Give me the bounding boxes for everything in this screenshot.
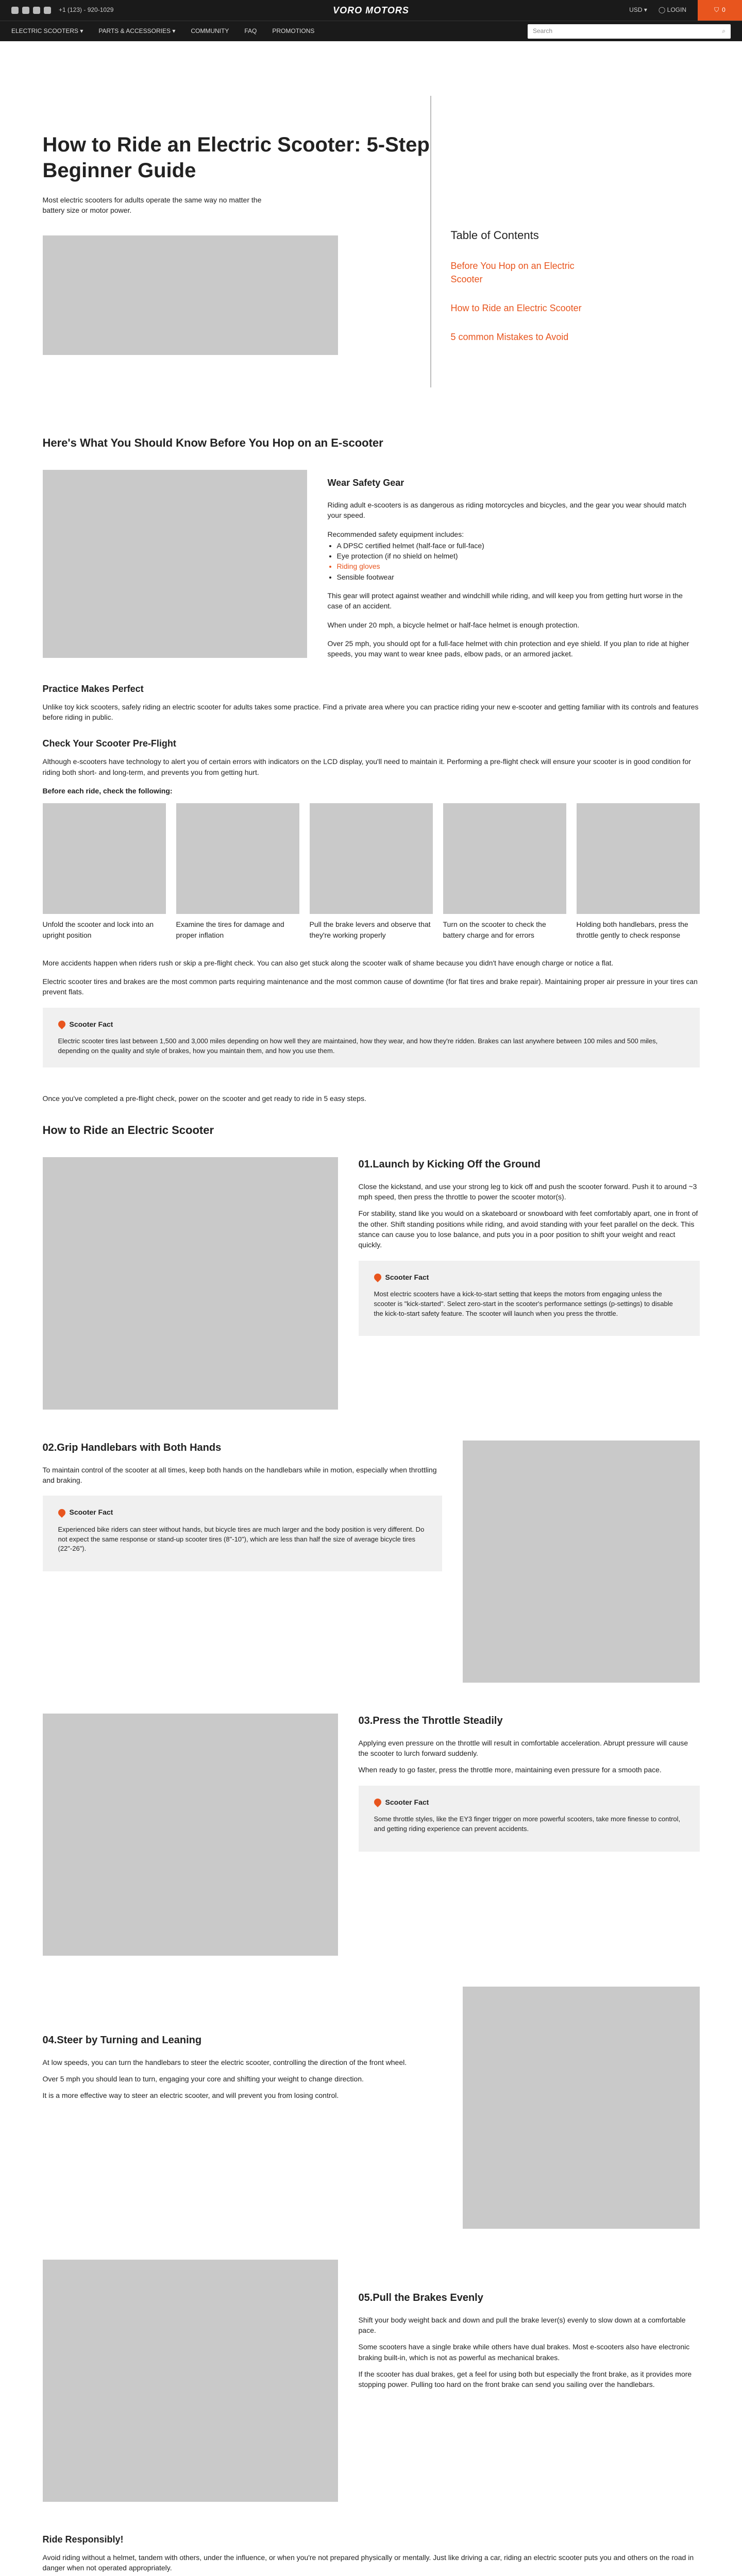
- step-title: 04.Steer by Turning and Leaning: [42, 2034, 202, 2046]
- fact-text: Most electric scooters have a kick-to-start setting that keeps the motors from engaging unless the scooter is "kick-started". Select zero-start in the scooter's performance settings (p-settings) to disable the kick-to-start safety feature. The scooter will launch when you press the throttle.: [374, 1290, 673, 1317]
- after-paragraph: More accidents happen when riders rush or skip a pre-flight check. You can also get stuck along the scooter walk of shame because you didn't have enough charge or notice a flat.: [42, 958, 614, 967]
- search-icon[interactable]: ⌕: [722, 27, 726, 35]
- cart-icon: ⛉: [714, 6, 719, 14]
- nav-item-label: ELECTRIC SCOOTERS: [11, 27, 79, 35]
- step-03: [43, 1714, 700, 1956]
- preflight-steps: [43, 803, 700, 940]
- hero-intro: Most electric scooters for adults operate the same way no matter the battery size or motor power.: [42, 196, 262, 215]
- currency-value: USD: [629, 6, 643, 14]
- search-placeholder: Search: [533, 27, 553, 35]
- step-caption: Turn on the scooter to check the battery charge and for errors: [443, 920, 546, 939]
- facebook-icon[interactable]: [11, 7, 19, 14]
- before-heading: Here's What You Should Know Before You Hop on an E-scooter: [42, 436, 383, 449]
- step-paragraph: Over 5 mph you should lean to turn, engaging your core and shifting your weight to change direction.: [42, 2075, 364, 2083]
- toc-link-before[interactable]: Before You Hop on an Electric Scooter: [450, 260, 575, 284]
- chevron-down-icon: ▾: [644, 6, 647, 14]
- scooter-fact: [359, 1261, 700, 1336]
- step-image: [577, 803, 700, 914]
- practice-paragraph: Unlike toy kick scooters, safely riding an electric scooter for adults takes some practice. Find a private area where you can practice riding your new e-scooter and getting familiar with its controls and features before riding in public.: [42, 702, 699, 721]
- hero-image: [43, 235, 338, 355]
- preflight-step: [176, 803, 299, 940]
- currency-select[interactable]: [629, 6, 647, 14]
- table-of-contents: [430, 96, 642, 387]
- step-image: [43, 803, 166, 914]
- step-title: 02.Grip Handlebars with Both Hands: [42, 1442, 222, 1453]
- step-paragraph: It is a more effective way to steer an electric scooter, and will prevent you from losing control.: [42, 2091, 339, 2100]
- step-paragraph: At low speeds, you can turn the handlebars to steer the electric scooter, controlling the direction of the front wheel.: [42, 2058, 407, 2066]
- location-pin-icon: [57, 1507, 67, 1518]
- gear-title: Wear Safety Gear: [327, 477, 404, 488]
- gear-paragraph: This gear will protect against weather and windchill while riding, and will keep you from getting hurt worse in the case of an accident.: [327, 591, 683, 611]
- youtube-icon[interactable]: [22, 7, 29, 14]
- step-paragraph: Shift your body weight back and down and pull the brake lever(s) evenly to slow down at a comfortable pace.: [358, 2315, 686, 2335]
- step-paragraph: Close the kickstand, and use your strong leg to kick off and push the scooter forward. Push it to around ~3 mph speed, then press the throttle to power the scooter motor(s).: [358, 1182, 697, 1201]
- toc-heading: Table of Contents: [450, 229, 539, 242]
- nav-item-promotions[interactable]: PROMOTIONS: [272, 27, 315, 35]
- step-03-image: [43, 1714, 338, 1956]
- email-icon[interactable]: [44, 7, 51, 14]
- gear-list-intro: Recommended safety equipment includes:: [327, 530, 464, 538]
- gear-paragraph: When under 20 mph, a bicycle helmet or half-face helmet is enough protection.: [327, 620, 580, 629]
- list-item: • Sensible footwear: [337, 572, 700, 582]
- practice-title: Practice Makes Perfect: [42, 683, 144, 694]
- list-item: • A DPSC certified helmet (half-face or full-face): [337, 540, 700, 551]
- step-caption: Examine the tires for damage and proper inflation: [176, 920, 284, 939]
- fact-text: Some throttle styles, like the EY3 finger trigger on more powerful scooters, take more finesse to control, and getting riding experience can prevent accidents.: [374, 1815, 681, 1833]
- step-04-image: [463, 1987, 700, 2229]
- responsibly-paragraph: Avoid riding without a helmet, tandem with others, under the influence, or when you're not prepared physically or mentally. Just like driving a car, riding an electric scooter puts you and others on the road in danger when not operated appropriately.: [42, 2553, 694, 2572]
- check-title: Check Your Scooter Pre-Flight: [42, 738, 176, 749]
- step-01: [43, 1157, 700, 1410]
- location-pin-icon: [373, 1272, 383, 1282]
- fact-label: Scooter Fact: [385, 1273, 429, 1281]
- preflight-step: [310, 803, 433, 940]
- step-05-image: [43, 2260, 338, 2502]
- step-02-image: [463, 1440, 700, 1683]
- gear-list: [337, 540, 700, 582]
- step-paragraph: Applying even pressure on the throttle will result in comfortable acceleration. Abrupt pressure will cause the scooter to lurch forward suddenly.: [358, 1738, 688, 1758]
- list-item[interactable]: • Riding gloves: [337, 561, 700, 571]
- top-bar: [0, 0, 742, 21]
- step-paragraph: For stability, stand like you would on a skateboard or snowboard with feet comfortably apart, one in front of the other. Shift standing positions while riding, and avoid standing with your feet parallel on the deck. This stance can cause you to lose balance, and puts you in a poor position to shift your weight and react quickly.: [358, 1209, 698, 1249]
- login-label: LOGIN: [667, 6, 686, 14]
- nav-item-label: PARTS & ACCESSORIES: [98, 27, 171, 35]
- location-pin-icon: [373, 1797, 383, 1807]
- fact-text: Experienced bike riders can steer without hands, but bicycle tires are much larger and the body position is very different. Do not expect the same response or stand-up scooter tires (8"-10"), which are less than half the size of average bicycle tires (22"-26").: [58, 1525, 425, 1553]
- fact-text: Electric scooter tires last between 1,500 and 3,000 miles depending on how well they are maintained, how they wear, and how they're ridden. Brakes can last anywhere between 100 miles and 500 miles, depending on the quality and style of brakes, how you maintain them, and how you use them.: [58, 1037, 658, 1055]
- search-input[interactable]: [528, 24, 731, 39]
- nav-item-electric-scooters[interactable]: ELECTRIC SCOOTERS ▾: [11, 27, 83, 35]
- step-image: [310, 803, 433, 914]
- nav-item-parts-accessories[interactable]: PARTS & ACCESSORIES ▾: [98, 27, 176, 35]
- phone-number[interactable]: +1 (123) - 920-1029: [59, 6, 114, 14]
- fact-label: Scooter Fact: [385, 1798, 429, 1806]
- fact-label: Scooter Fact: [69, 1020, 113, 1028]
- safety-gear-image: [43, 470, 307, 658]
- ready-paragraph: Once you've completed a pre-flight check, power on the scooter and get ready to ride in 5 easy steps.: [42, 1094, 366, 1103]
- check-paragraph: Although e-scooters have technology to alert you of certain errors with indicators on the LCD display, you'll need to maintain it. Performing a pre-flight check will ensure your scooter is in good condition for riding both short- and long-term, and prevents you from getting hurt.: [42, 757, 691, 776]
- step-caption: Unfold the scooter and lock into an upright position: [42, 920, 154, 939]
- step-paragraph: To maintain control of the scooter at all times, keep both hands on the handlebars while in motion, especially when throttling and braking.: [42, 1465, 437, 1485]
- step-caption: Pull the brake levers and observe that they're working properly: [309, 920, 431, 939]
- hero-section: [43, 96, 700, 387]
- toc-link-how-to-ride[interactable]: How to Ride an Electric Scooter: [450, 303, 582, 314]
- main-nav: [0, 21, 742, 41]
- toc-link-mistakes[interactable]: 5 common Mistakes to Avoid: [450, 332, 569, 343]
- step-title: 01.Launch by Kicking Off the Ground: [358, 1158, 541, 1170]
- preflight-step: [443, 803, 566, 940]
- page-title: How to Ride an Electric Scooter: 5-Step Beginner Guide: [42, 133, 430, 182]
- step-image: [443, 803, 566, 914]
- gear-paragraph: Riding adult e-scooters is as dangerous as riding motorcycles and bicycles, and the gear you wear should match your speed.: [327, 500, 686, 520]
- preflight-step: [577, 803, 700, 940]
- login-link[interactable]: [659, 6, 686, 14]
- step-paragraph: If the scooter has dual brakes, get a feel for using both but especially the front brake, as it provides more stopping power. Pulling too hard on the front brake can send you sailing over the handlebars.: [358, 2370, 692, 2389]
- step-title: 05.Pull the Brakes Evenly: [358, 2292, 483, 2303]
- step-01-image: [43, 1157, 338, 1410]
- step-04: [43, 1987, 700, 2229]
- list-item: • Eye protection (if no shield on helmet): [337, 551, 700, 561]
- cart-count: 0: [722, 6, 726, 14]
- step-title: 03.Press the Throttle Steadily: [358, 1715, 503, 1726]
- fact-label: Scooter Fact: [69, 1508, 113, 1517]
- nav-item-community[interactable]: COMMUNITY: [191, 27, 229, 35]
- safety-gear-block: [43, 470, 700, 668]
- nav-item-faq[interactable]: FAQ: [244, 27, 257, 35]
- preflight-step: [43, 803, 166, 940]
- step-caption: Holding both handlebars, press the throttle gently to check response: [576, 920, 688, 939]
- each-ride-label: Before each ride, check the following:: [42, 786, 173, 795]
- location-pin-icon: [57, 1019, 67, 1029]
- howto-heading: How to Ride an Electric Scooter: [42, 1123, 214, 1137]
- responsibly-title: Ride Responsibly!: [42, 2534, 124, 2545]
- gear-paragraph: Over 25 mph, you should opt for a full-face helmet with chin protection and eye shield. If you plan to ride at higher speeds, you may want to wear knee pads, elbow pads, or an armored jacket.: [327, 639, 689, 658]
- after-paragraph: Electric scooter tires and brakes are the most common parts requiring maintenance and the most common cause of downtime (for flat tires and brake repair). Maintaining proper air pressure in your tires can prevent flats.: [42, 977, 698, 996]
- instagram-icon[interactable]: [33, 7, 40, 14]
- scooter-fact: [359, 1786, 700, 1852]
- logo[interactable]: VORO MOTORS: [333, 5, 409, 15]
- step-paragraph: When ready to go faster, press the throttle more, maintaining even pressure for a smooth pace.: [358, 1766, 662, 1774]
- step-02: [43, 1440, 700, 1683]
- cart-button[interactable]: [698, 0, 742, 21]
- step-05: [43, 2260, 700, 2502]
- scooter-fact: [43, 1496, 442, 1571]
- step-paragraph: Some scooters have a single brake while others have dual brakes. Most e-scooters also have electronic braking built-in, which is not as powerful as mechanical brakes.: [358, 2343, 690, 2362]
- step-image: [176, 803, 299, 914]
- scooter-fact: [43, 1008, 700, 1067]
- user-icon: ◯: [658, 6, 666, 14]
